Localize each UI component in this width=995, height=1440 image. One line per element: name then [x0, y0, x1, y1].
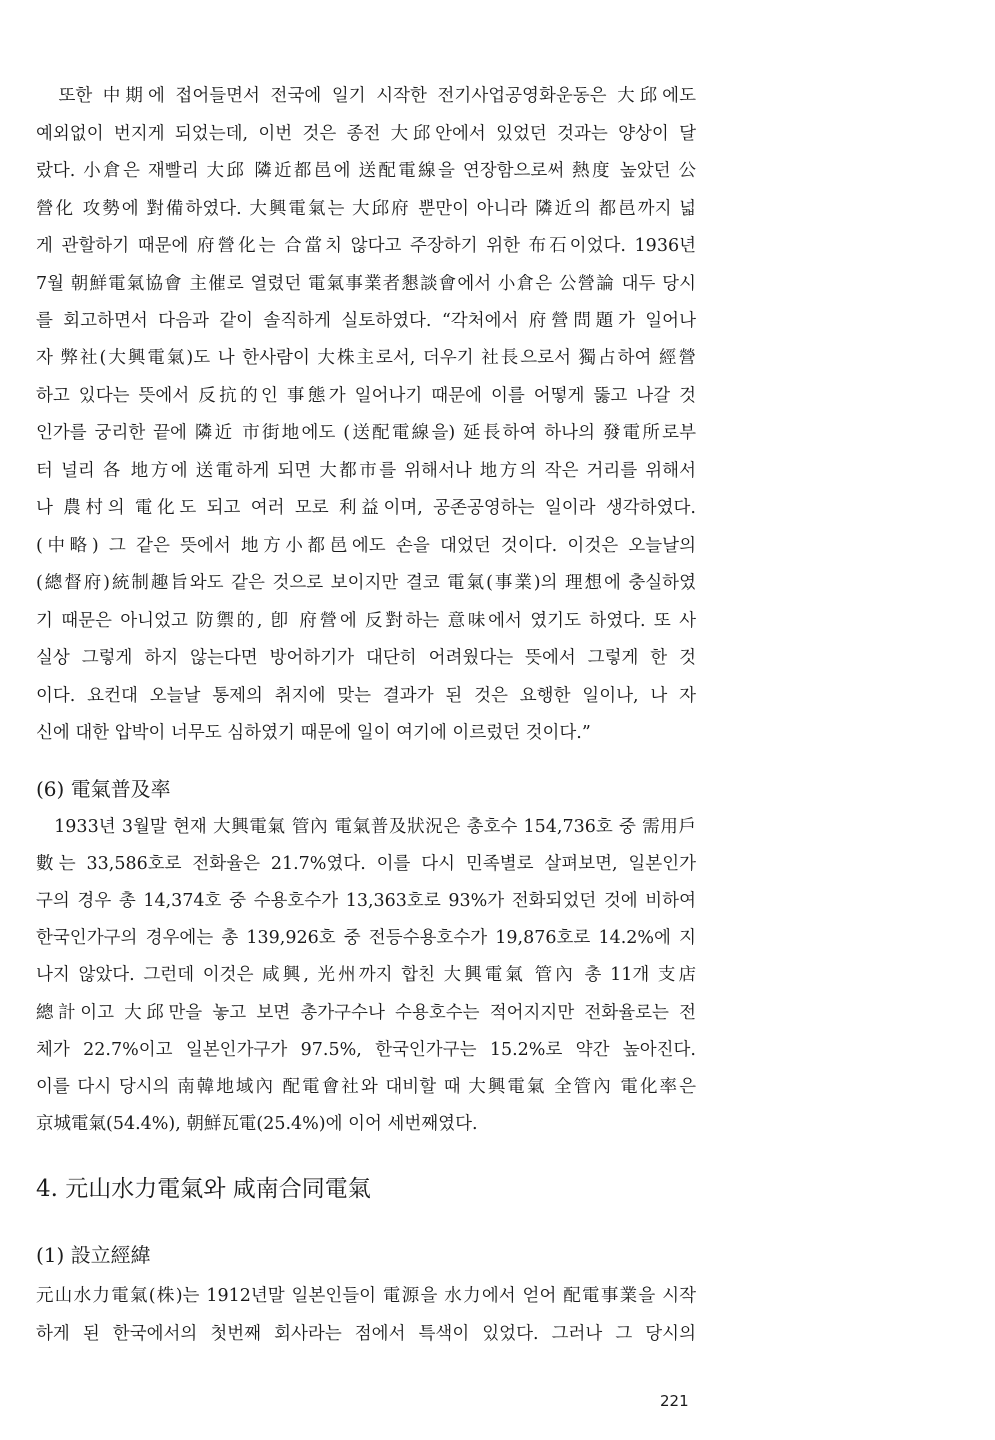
- subsection-heading-establishment: (1) 設立經緯: [36, 1243, 151, 1267]
- text-line: 營化 攻勢에 對備하였다. 大興電氣는 大邱府 뿐만이 아니라 隣近의 都邑까지 넓: [36, 199, 696, 219]
- text-line: 구의 경우 총 14,374호 중 수용호수가 13,363호로 93%가 전화되었던 것에 비하여: [36, 891, 696, 911]
- text-line: 신에 대한 압박이 너무도 심하였기 때문에 일이 여기에 이르렀던 것이다.”: [36, 723, 591, 743]
- text-line: 자 弊社(大興電氣)도 나 한사람이 大株主로서, 더우기 社長으로서 獨占하여 經營: [36, 348, 696, 368]
- page-number: 221: [660, 1392, 689, 1410]
- text-line: (中略) 그 같은 뜻에서 地方小都邑에도 손을 대었던 것이다. 이것은 오늘날의: [36, 536, 696, 556]
- text-line: 나지 않았다. 그런데 이것은 咸興, 光州까지 합친 大興電氣 管內 총 11개 支店: [36, 965, 696, 985]
- text-line: 게 관할하기 때문에 府營化는 合當치 않다고 주장하기 위한 布石이었다. 1936년: [36, 236, 696, 256]
- text-line: 이다. 요컨대 오늘날 통제의 취지에 맞는 결과가 된 것은 요행한 일이나, 나 자: [36, 686, 696, 706]
- section-heading-wonsan-hamnam: 4. 元山水力電氣와 咸南合同電氣: [36, 1176, 371, 1202]
- text-line: 京城電氣(54.4%), 朝鮮瓦電(25.4%)에 이어 세번째였다.: [36, 1114, 478, 1134]
- text-line: 이를 다시 당시의 南韓地域內 配電會社와 대비할 때 大興電氣 全管內 電化率은: [36, 1077, 696, 1097]
- text-line: 터 널리 各 地方에 送電하게 되면 大都市를 위해서나 地方의 작은 거리를 위해서: [36, 461, 696, 481]
- text-line: 랐다. 小倉은 재빨리 大邱 隣近都邑에 送配電線을 연장함으로써 熱度 높았던 公: [36, 161, 696, 181]
- text-line: 하고 있다는 뜻에서 反抗的인 事態가 일어나기 때문에 이를 어떻게 뚫고 나갈 것: [36, 386, 696, 406]
- text-line: 한국인가구의 경우에는 총 139,926호 중 전등수용호수가 19,876호로 14.2%에 지: [36, 928, 696, 948]
- text-line: 1933년 3월말 현재 大興電氣 管內 電氣普及狀況은 총호수 154,736호 중 需用戶: [36, 817, 696, 837]
- text-line: 체가 22.7%이고 일본인가구가 97.5%, 한국인가구는 15.2%로 약간 높아진다.: [36, 1040, 696, 1060]
- text-line: 나 農村의 電化도 되고 여러 모로 利益이며, 공존공영하는 일이라 생각하였다.: [36, 498, 696, 518]
- text-line: 예외없이 번지게 되었는데, 이번 것은 종전 大邱안에서 있었던 것과는 양상이 달: [36, 124, 696, 144]
- text-line: 總計이고 大邱만을 놓고 보면 총가구수나 수용호수는 적어지지만 전화율로는 전: [36, 1003, 696, 1023]
- text-line: 또한 中期에 접어들면서 전국에 일기 시작한 전기사업공영화운동은 大邱에도: [36, 86, 696, 106]
- text-line: 기 때문은 아니었고 防禦的, 卽 府營에 反對하는 意味에서 였기도 하였다. 또 사: [36, 611, 696, 631]
- text-line: 인가를 궁리한 끝에 隣近 市街地에도 (送配電線을) 延長하여 하나의 發電所로부: [36, 423, 696, 443]
- text-line: 실상 그렇게 하지 않는다면 방어하기가 대단히 어려웠다는 뜻에서 그렇게 한 것: [36, 648, 696, 668]
- text-line: 를 회고하면서 다음과 같이 솔직하게 실토하였다. “각처에서 府營問題가 일어나: [36, 311, 696, 331]
- subsection-heading-electrification-rate: (6) 電氣普及率: [36, 777, 171, 801]
- text-line: 하게 된 한국에서의 첫번째 회사라는 점에서 특색이 있었다. 그러나 그 당시의: [36, 1324, 696, 1344]
- text-line: 7월 朝鮮電氣協會 主催로 열렸던 電氣事業者懇談會에서 小倉은 公營論 대두 당시: [36, 274, 696, 294]
- text-line: 元山水力電氣(株)는 1912년말 일본인들이 電源을 水力에서 얻어 配電事業을 시작: [36, 1286, 696, 1306]
- text-line: (總督府)統制趣旨와도 같은 것으로 보이지만 결코 電氣(事業)의 理想에 충실하였: [36, 573, 696, 593]
- text-line: 數는 33,586호로 전화율은 21.7%였다. 이를 다시 민족별로 살펴보면, 일본인가: [36, 854, 696, 874]
